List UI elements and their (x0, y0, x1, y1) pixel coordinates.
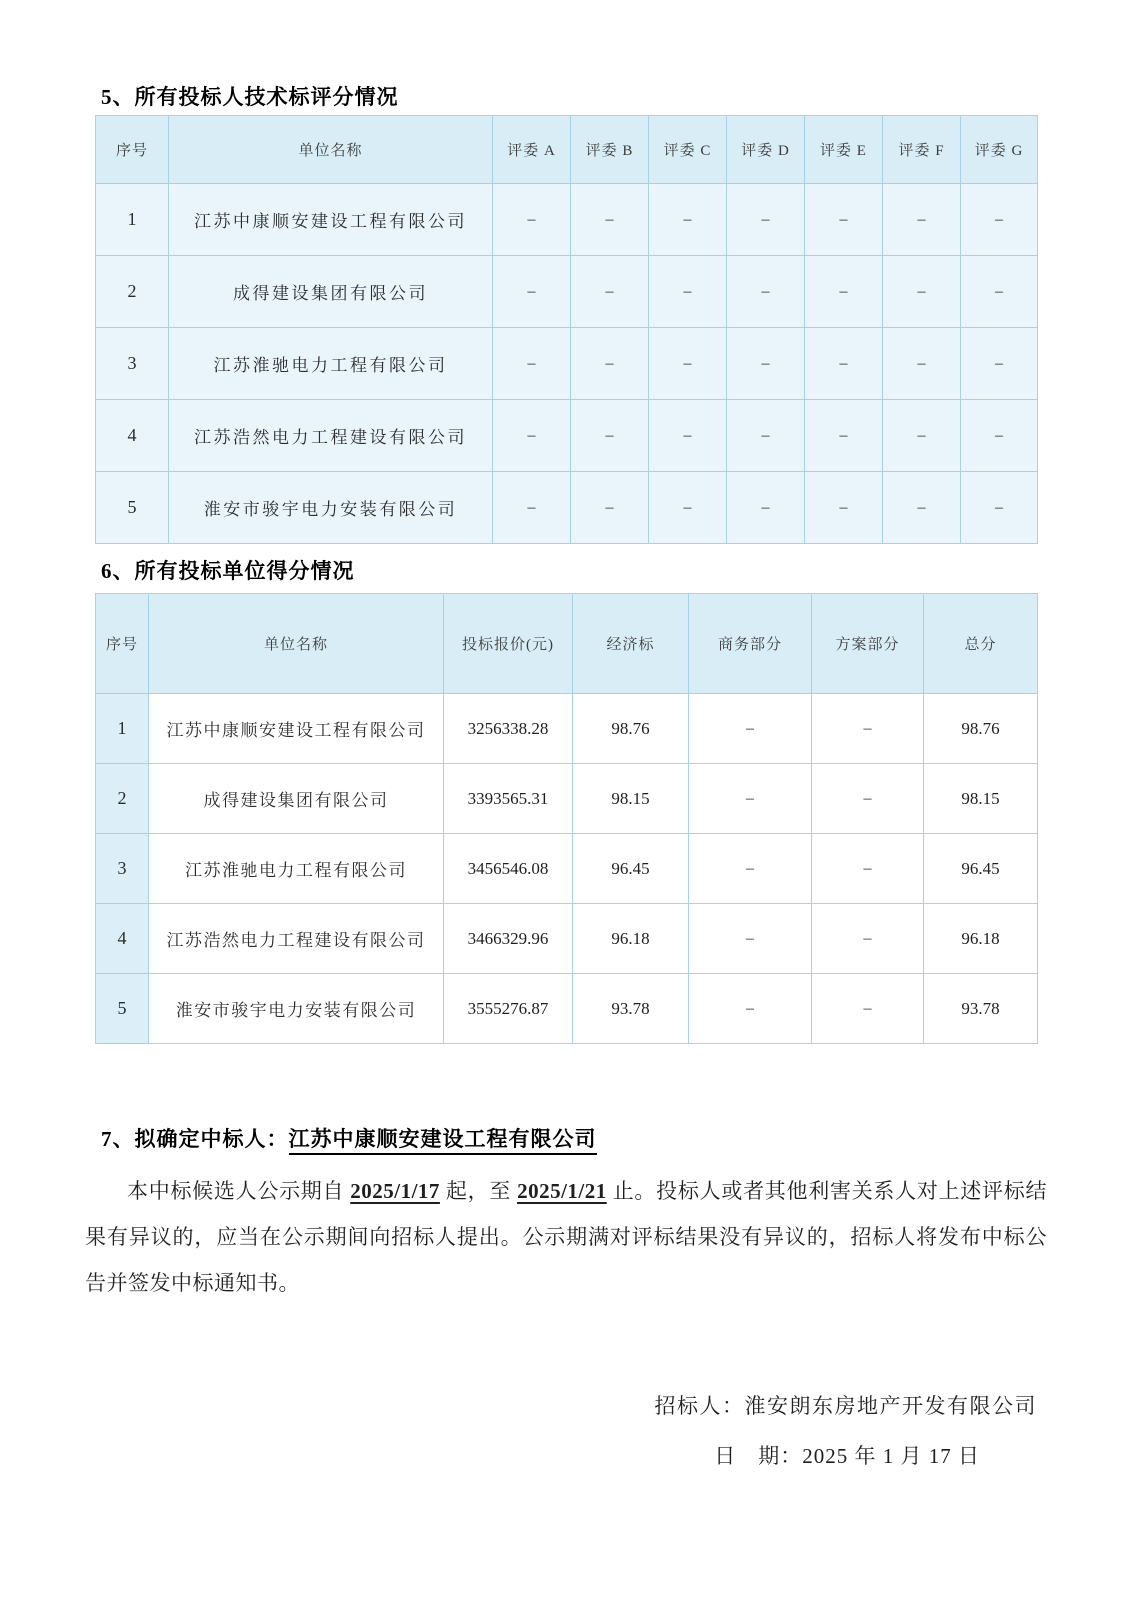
plan-score-cell: – (812, 974, 924, 1044)
col-header-company: 单位名称 (149, 594, 444, 694)
col-header-judge-f: 评委 F (883, 116, 961, 184)
table-row (96, 694, 1038, 764)
judge-score-cell: – (493, 400, 571, 472)
seq-cell: 4 (96, 904, 149, 974)
company-cell: 江苏淮驰电力工程有限公司 (149, 834, 444, 904)
company-cell: 成得建设集团有限公司 (149, 764, 444, 834)
judge-score-cell: – (961, 400, 1038, 472)
bid-price-cell: 3555276.87 (444, 974, 573, 1044)
judge-score-cell: – (961, 184, 1038, 256)
judge-score-cell: – (571, 472, 649, 544)
section7-title (101, 1124, 1037, 1154)
table-row (96, 328, 1038, 400)
company-cell: 淮安市骏宇电力安装有限公司 (169, 472, 493, 544)
plan-score-cell: – (812, 834, 924, 904)
col-header-economic: 经济标 (573, 594, 689, 694)
bid-price-cell: 3456546.08 (444, 834, 573, 904)
judge-score-cell: – (805, 328, 883, 400)
company-cell: 江苏淮驰电力工程有限公司 (169, 328, 493, 400)
seq-cell: 2 (96, 256, 169, 328)
company-cell: 淮安市骏宇电力安装有限公司 (149, 974, 444, 1044)
judge-score-cell: – (649, 328, 727, 400)
paragraph-text: 本中标候选人公示期自 (127, 1179, 351, 1203)
table-row (96, 764, 1038, 834)
date-line: 日 期：2025 年 1 月 17 日 (714, 1444, 980, 1468)
col-header-company: 单位名称 (169, 116, 493, 184)
col-header-business: 商务部分 (689, 594, 812, 694)
judge-score-cell: – (649, 400, 727, 472)
bid-price-cell: 3466329.96 (444, 904, 573, 974)
announcement-paragraph (85, 1168, 1047, 1306)
judge-score-cell: – (727, 328, 805, 400)
seq-cell: 4 (96, 400, 169, 472)
col-header-judge-a: 评委 A (493, 116, 571, 184)
tech-score-table (95, 115, 1038, 544)
seq-cell: 5 (96, 974, 149, 1044)
bid-price-cell: 3256338.28 (444, 694, 573, 764)
judge-score-cell: – (805, 256, 883, 328)
col-header-judge-b: 评委 B (571, 116, 649, 184)
economic-score-cell: 98.76 (573, 694, 689, 764)
judge-score-cell: – (961, 472, 1038, 544)
business-score-cell: – (689, 764, 812, 834)
economic-score-cell: 93.78 (573, 974, 689, 1044)
seq-cell: 3 (96, 834, 149, 904)
judge-score-cell: – (493, 184, 571, 256)
paragraph-text: 止。投标人或者其他利害关系人对上述评标结果有异议的，应当在公示期间向招标人提出。公示期满对评标结果没有异议的，招标人将发布中标公告并签发中标通知书。 (85, 1179, 1048, 1295)
total-score-cell: 96.18 (924, 904, 1038, 974)
table-row (96, 184, 1038, 256)
business-score-cell: – (689, 974, 812, 1044)
table-header-row (96, 116, 1038, 184)
judge-score-cell: – (649, 472, 727, 544)
judge-score-cell: – (805, 184, 883, 256)
judge-score-cell: – (571, 184, 649, 256)
judge-score-cell: – (493, 472, 571, 544)
tenderer-line: 招标人：淮安朗东房地产开发有限公司 (654, 1394, 1037, 1418)
bid-price-cell: 3393565.31 (444, 764, 573, 834)
judge-score-cell: – (805, 400, 883, 472)
judge-score-cell: – (493, 328, 571, 400)
plan-score-cell: – (812, 904, 924, 974)
total-score-cell: 93.78 (924, 974, 1038, 1044)
section7-title-prefix: 7、拟确定中标人： (101, 1127, 289, 1151)
economic-score-cell: 96.45 (573, 834, 689, 904)
total-score-cell: 98.76 (924, 694, 1038, 764)
plan-score-cell: – (812, 694, 924, 764)
col-header-judge-e: 评委 E (805, 116, 883, 184)
company-cell: 江苏浩然电力工程建设有限公司 (169, 400, 493, 472)
col-header-total: 总分 (924, 594, 1038, 694)
seq-cell: 5 (96, 472, 169, 544)
col-header-plan: 方案部分 (812, 594, 924, 694)
plan-score-cell: – (812, 764, 924, 834)
col-header-judge-g: 评委 G (961, 116, 1038, 184)
company-cell: 成得建设集团有限公司 (169, 256, 493, 328)
judge-score-cell: – (883, 256, 961, 328)
judge-score-cell: – (727, 400, 805, 472)
company-cell: 江苏浩然电力工程建设有限公司 (149, 904, 444, 974)
business-score-cell: – (689, 694, 812, 764)
table-row (96, 472, 1038, 544)
signature-block (95, 1392, 1037, 1470)
judge-score-cell: – (727, 472, 805, 544)
judge-score-cell: – (727, 184, 805, 256)
judge-score-cell: – (961, 256, 1038, 328)
judge-score-cell: – (571, 400, 649, 472)
company-cell: 江苏中康顺安建设工程有限公司 (169, 184, 493, 256)
seq-cell: 1 (96, 184, 169, 256)
winner-company-name: 江苏中康顺安建设工程有限公司 (289, 1127, 597, 1155)
total-score-cell: 98.15 (924, 764, 1038, 834)
table-header-row (96, 594, 1038, 694)
table-row (96, 904, 1038, 974)
seq-cell: 3 (96, 328, 169, 400)
judge-score-cell: – (883, 472, 961, 544)
judge-score-cell: – (961, 328, 1038, 400)
publicity-start-date: 2025/1/17 (350, 1179, 440, 1203)
total-score-table (95, 593, 1038, 1044)
section7 (85, 1124, 1048, 1306)
judge-score-cell: – (649, 256, 727, 328)
judge-score-cell: – (493, 256, 571, 328)
judge-score-cell: – (883, 184, 961, 256)
judge-score-cell: – (883, 400, 961, 472)
table-row (96, 834, 1038, 904)
company-cell: 江苏中康顺安建设工程有限公司 (149, 694, 444, 764)
col-header-seq: 序号 (96, 116, 169, 184)
business-score-cell: – (689, 834, 812, 904)
economic-score-cell: 98.15 (573, 764, 689, 834)
seq-cell: 2 (96, 764, 149, 834)
col-header-seq: 序号 (96, 594, 149, 694)
publicity-end-date: 2025/1/21 (517, 1179, 607, 1203)
col-header-bid-price: 投标报价(元) (444, 594, 573, 694)
business-score-cell: – (689, 904, 812, 974)
table-row (96, 400, 1038, 472)
section6-title: 6、所有投标单位得分情况 (101, 559, 355, 583)
judge-score-cell: – (805, 472, 883, 544)
paragraph-text: 起，至 (439, 1179, 518, 1203)
judge-score-cell: – (727, 256, 805, 328)
judge-score-cell: – (883, 328, 961, 400)
judge-score-cell: – (649, 184, 727, 256)
col-header-judge-d: 评委 D (727, 116, 805, 184)
section5-title: 5、所有投标人技术标评分情况 (101, 85, 399, 109)
judge-score-cell: – (571, 256, 649, 328)
table-row (96, 974, 1038, 1044)
economic-score-cell: 96.18 (573, 904, 689, 974)
judge-score-cell: – (571, 328, 649, 400)
seq-cell: 1 (96, 694, 149, 764)
col-header-judge-c: 评委 C (649, 116, 727, 184)
table-row (96, 256, 1038, 328)
total-score-cell: 96.45 (924, 834, 1038, 904)
